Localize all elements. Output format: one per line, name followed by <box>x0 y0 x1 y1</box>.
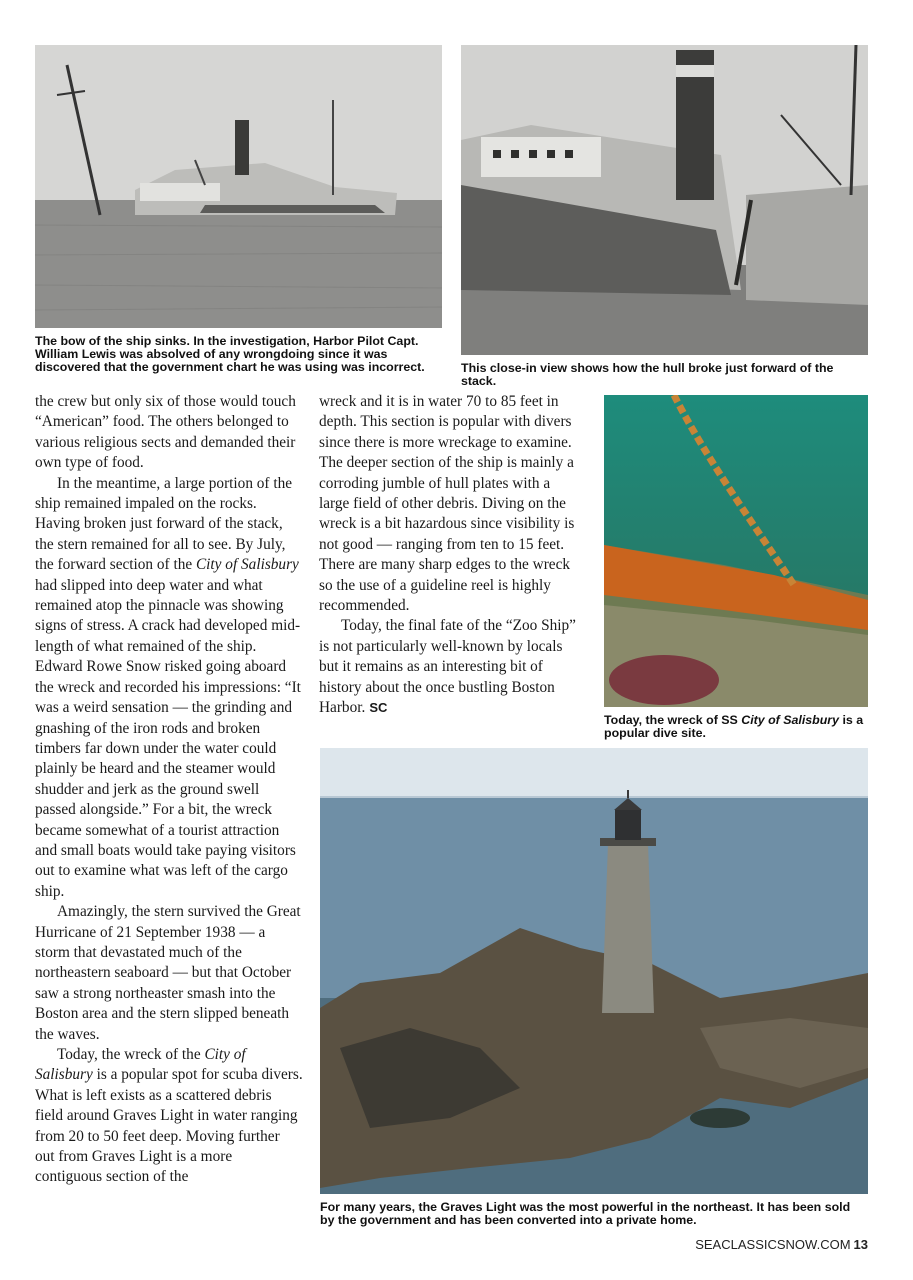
photo-ship-sinking <box>35 45 442 328</box>
site-url: SEACLASSICSNOW.COM <box>695 1237 851 1252</box>
col2-paragraph-2: Today, the final fate of the “Zoo Ship” is not particularly well-known by locals but it remains as an interesting bit of history about the once bustling Boston Harbor. SC <box>319 617 576 717</box>
caption-close-in: This close-in view shows how the hull broke just forward of the stack. <box>461 361 834 388</box>
caption-dive-site: Today, the wreck of SS City of Salisbury is a popular dive site. <box>604 713 864 740</box>
photo-graves-light <box>320 748 868 1194</box>
col1-paragraph-4: Today, the wreck of the City of Salisbury is a popular spot for scuba divers. What is left exists as a scattered debris field around Graves Light in water ranging from 20 to 50 feet deep. Moving further out from Graves Light is a more contiguous section of the <box>35 1046 303 1186</box>
page-footer <box>695 1237 868 1252</box>
article-column-1 <box>35 392 303 1188</box>
photo-hull-closeup <box>461 45 868 355</box>
caption-graves-light: For many years, the Graves Light was the most powerful in the northeast. It has been sold by the government and has been converted into a private home. <box>320 1200 851 1227</box>
col1-paragraph-1: the crew but only six of those would touch “American” food. The others belonged to various religious sects and demanded their own type of food. <box>35 393 296 472</box>
caption-bow-sinks: The bow of the ship sinks. In the investigation, Harbor Pilot Capt. William Lewis was absolved of any wrongdoing since it was discovered that the government chart he was using was incorrect. <box>35 334 425 374</box>
col1-paragraph-3: Amazingly, the stern survived the Great Hurricane of 21 September 1938 — a storm that devastated much of the northeastern seaboard — but that October saw a strong northeaster smash into the Boston area and the stern slipped beneath the waves. <box>35 903 301 1043</box>
ship-name: City of Salisbury <box>195 556 299 574</box>
col2-paragraph-1: wreck and it is in water 70 to 85 feet in depth. This section is popular with divers since there is more wreckage to examine. The deeper section of the ship is mainly a corroding jumble of hull plates with a large field of other debris. Diving on the wreck is a bit hazardous since visibility is not good — ranging from ten to 15 feet. There are many sharp edges to the wreck so the use of a guideline reel is highly recommended. <box>319 393 575 615</box>
page-number: 13 <box>853 1237 868 1252</box>
ship-name: City of Salisbury <box>35 1046 246 1084</box>
photo-underwater-wreck <box>604 395 868 707</box>
col1-paragraph-2: In the meantime, a large portion of the ship remained impaled on the rocks. Having broken just forward of the stack, the stern remained for all to see. By July, the forward section of the City of Salisbury had slipped into deep water and what remained atop the pinnacle was showing signs of stress. A crack had developed mid-length of what remained of the ship. Edward Rowe Snow risked going aboard the wreck and recorded his impressions: “It was a weird sensation — the grinding and gnashing of the iron rods and broken timbers far down under the water could plainly be heard and the steamer would shudder and jerk as the ground swell passed alongside.” For a bit, the wreck became somewhat of a tourist attraction and small boats would take paying visitors out to examine what was left of the cargo ship. <box>35 474 301 900</box>
article-column-2 <box>319 392 581 719</box>
end-mark: SC <box>369 700 388 716</box>
